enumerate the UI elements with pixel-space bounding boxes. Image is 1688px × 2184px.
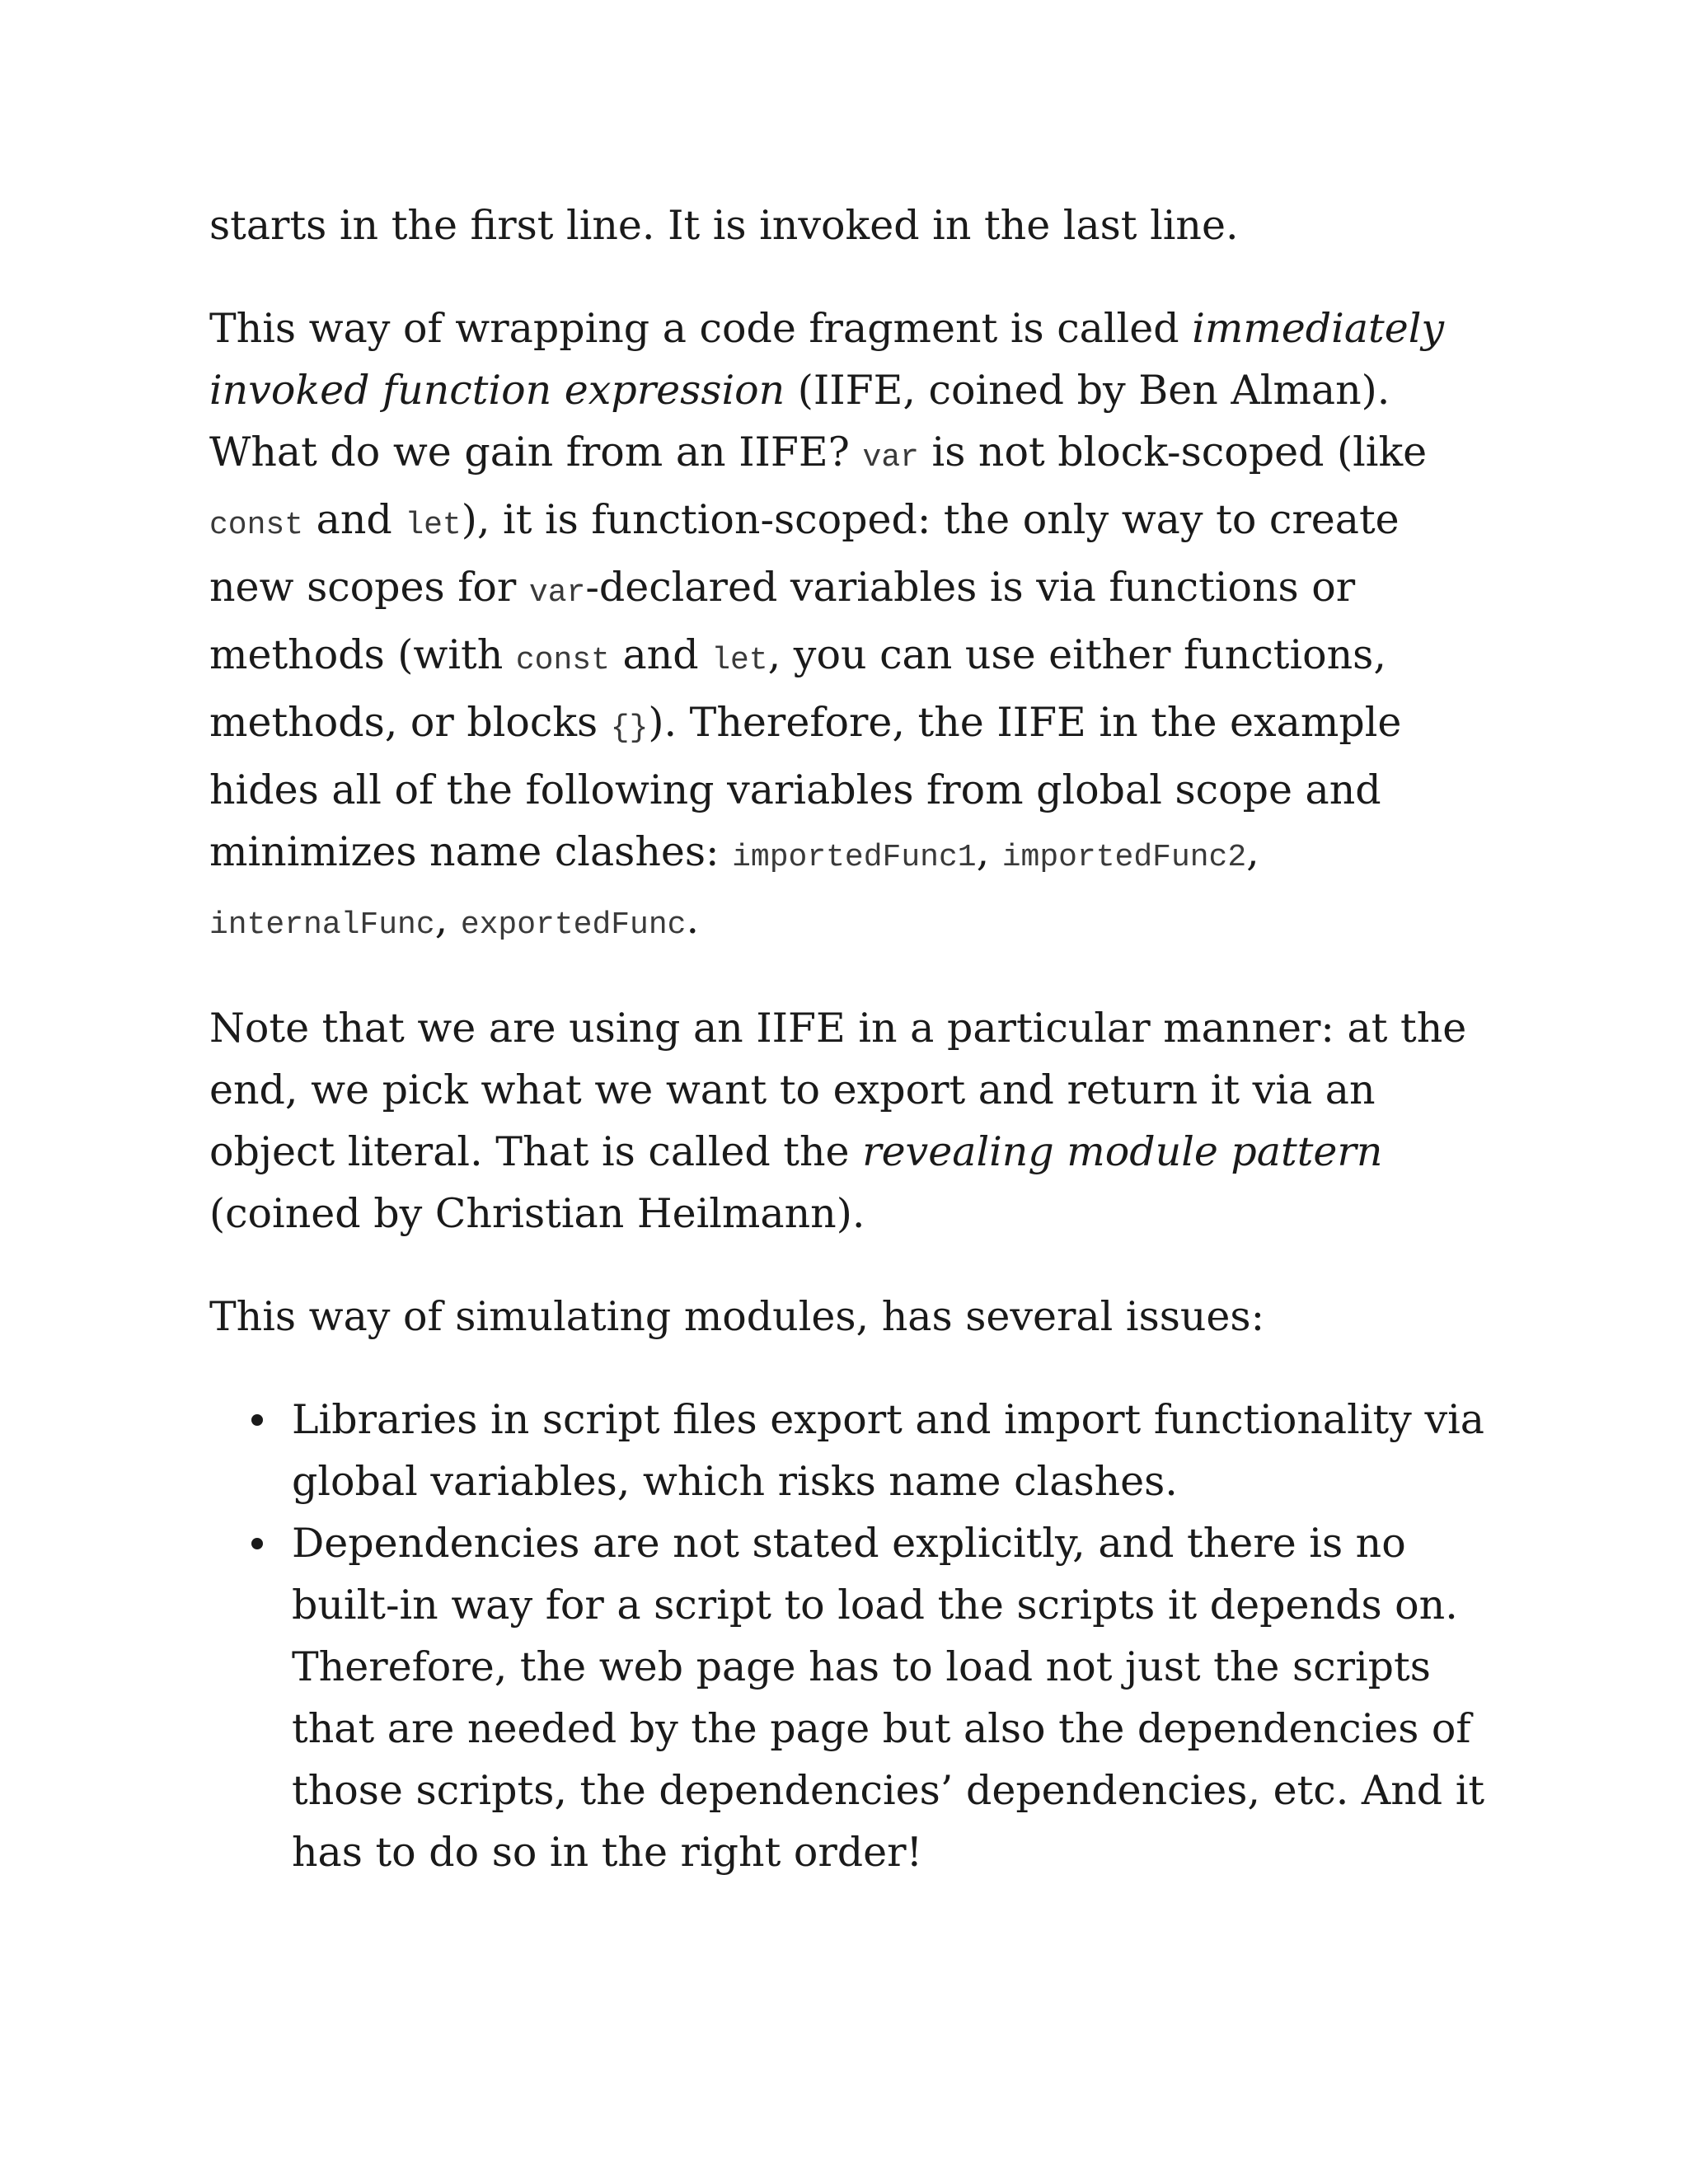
code-internal-func: internalFunc [209, 907, 435, 943]
text-run: and [609, 631, 712, 678]
code-const: const [209, 508, 304, 543]
text-run: , you can use either functions, methods, or blocks [209, 631, 1386, 746]
text-run: , [434, 896, 461, 943]
text-run: (IIFE, coined by Ben Alman). What do we gain from an IIFE? [209, 367, 1390, 476]
code-imported-func-1: importedFunc1 [732, 840, 977, 875]
list-item: Dependencies are not stated explicitly, and there is no built-in way for a script to load the scripts it depends on. Therefore, the web page has to load not just the scripts that are needed by the page but also the dependencies of those scripts, the dependencies’ dependencies, etc. And it has to do so in the right order! [292, 1512, 1495, 1883]
code-let: let [405, 508, 462, 543]
text-run: ). Therefore, the IIFE in the example hides all of the following variables from global scope and minimizes name clashes: [209, 699, 1402, 875]
text-run: This way of wrapping a code fragment is called [209, 305, 1193, 352]
code-var: var [862, 440, 919, 476]
code-var: var [528, 575, 586, 611]
text-run: , [1246, 828, 1259, 875]
paragraph-iife-definition [209, 298, 1495, 956]
paragraph-issues-intro [209, 1286, 1495, 1347]
list-item: Libraries in script files export and import functionality via global variables, which risks name clashes. [292, 1389, 1495, 1512]
paragraph-text: This way of simulating modules, has several issues: [209, 1293, 1265, 1340]
issues-list [209, 1389, 1495, 1883]
text-run: . [686, 896, 700, 943]
text-run: and [303, 496, 406, 543]
text-run: ), it is function-scoped: the only way to create new scopes for [209, 496, 1400, 611]
document-page [209, 194, 1495, 1883]
code-const: const [515, 643, 610, 678]
code-braces: {} [610, 710, 649, 746]
paragraph-revealing-module [209, 997, 1495, 1244]
text-run: (coined by Christian Heilmann). [209, 1190, 865, 1237]
text-run: is not block-scoped (like [918, 429, 1428, 476]
term-revealing-module-pattern: revealing module pattern [862, 1128, 1383, 1175]
code-let: let [711, 643, 768, 678]
code-imported-func-2: importedFunc2 [1001, 840, 1247, 875]
term-iife: immediately invoked function expression [209, 305, 1445, 414]
text-run: -declared variables is via functions or methods (with [209, 564, 1356, 678]
paragraph-text: starts in the first line. It is invoked in the last line. [209, 202, 1239, 249]
text-run: Note that we are using an IIFE in a particular manner: at the end, we pick what we want to export and return it via an object literal. That is called the [209, 1005, 1467, 1175]
text-run: , [976, 828, 1002, 875]
code-exported-func: exportedFunc [460, 907, 687, 943]
paragraph-iife-position [209, 194, 1495, 256]
